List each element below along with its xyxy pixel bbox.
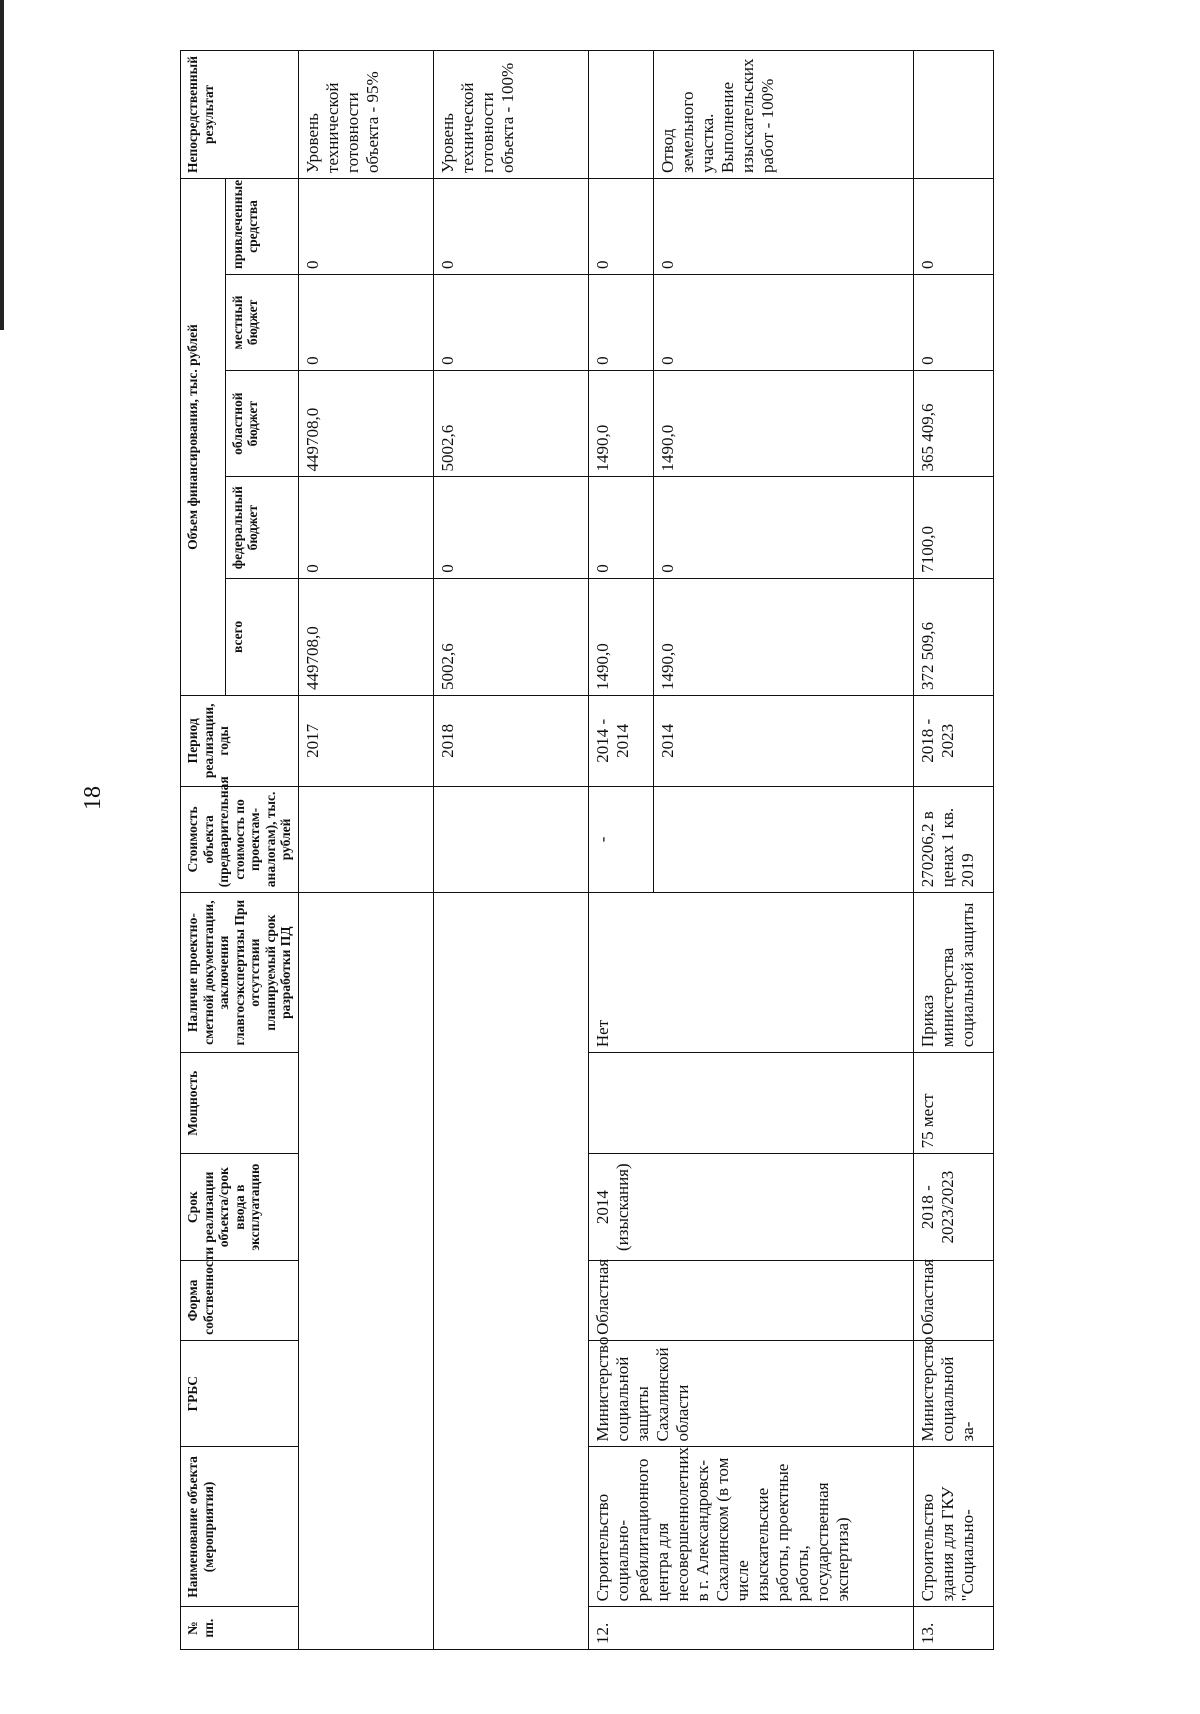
header-capacity: Мощность [181,1053,299,1154]
row-13-capacity: 75 мест [913,1053,993,1154]
row-1-blank [298,893,433,1650]
table-row [433,51,588,1650]
row-1-result: Уровень технической готовности объекта - 95% [298,51,433,179]
row-2-cost [433,786,588,893]
table-row [298,51,433,1650]
row-12-total: 1490,0 [588,578,653,695]
row-12-ownership: Областная [588,1260,913,1340]
row-12b-attracted: 0 [653,178,913,274]
row-12-grbs: Министерство социальной защиты Сахалинской области [588,1340,913,1447]
row-12-cost: - [588,786,653,893]
row-12b-result: Отвод земельного участка. Выполнение изыскательских работ - 100% [653,51,913,179]
row-13-period: 2018 - 2023 [913,696,993,787]
page-number: 18 [80,786,106,810]
row-13-term: 2018 - 2023/2023 [913,1154,993,1261]
row-12-num: 12. [588,1607,913,1650]
header-name: Наименование объекта (мероприятия) [181,1447,299,1607]
header-cost: Стоимость объекта (предварительная стоимость по проектам-аналогам), тыс. рублей [181,786,299,893]
rotated-page [180,50,1100,1650]
row-12-psd: Нет [588,893,913,1053]
row-13-total: 372 509,6 [913,578,993,695]
table-row [588,51,653,1650]
row-12b-regional: 1490,0 [653,370,913,477]
row-12b-cost [653,786,913,893]
row-1-regional: 449708,0 [298,370,433,477]
row-12-attracted: 0 [588,178,653,274]
header-local: местный бюджет [225,274,298,370]
financing-table [180,50,994,1650]
header-federal: федеральный бюджет [225,477,298,578]
row-2-regional: 5002,6 [433,370,588,477]
header-total: всего [225,578,298,695]
row-13-regional: 365 409,6 [913,370,993,477]
header-psd: Наличие проектно-сметной документации, заключения главгосэкспертизы При отсутствии планируемый срок разработки ПД [181,893,299,1053]
row-12b-local: 0 [653,274,913,370]
row-13-name: Строительство здания для ГКУ "Социально- [913,1447,993,1607]
row-2-attracted: 0 [433,178,588,274]
row-1-local: 0 [298,274,433,370]
table-row [913,51,993,1650]
row-13-federal: 7100,0 [913,477,993,578]
row-13-cost: 270206,2 в ценах 1 кв. 2019 [913,786,993,893]
row-12-name: Строительство социально-реабилитационного центра для несовершеннолетних в г. Александровск-Сахалинском (в том числе изыскательские работы, проектные работы, государственная экспертиза) [588,1447,913,1607]
row-13-num: 13. [913,1607,993,1650]
row-2-period: 2018 [433,696,588,787]
row-12-period: 2014 - 2014 [588,696,653,787]
row-13-result [913,51,993,179]
row-12-capacity [588,1053,913,1154]
row-1-federal: 0 [298,477,433,578]
row-12-result [588,51,653,179]
row-13-ownership: Областная [913,1260,993,1340]
row-2-federal: 0 [433,477,588,578]
header-attracted: привлеченные средства [225,178,298,274]
header-ownership: Форма собственности [181,1260,299,1340]
row-12b-total: 1490,0 [653,578,913,695]
row-2-blank [433,893,588,1650]
row-13-psd: Приказ министерства социальной защиты [913,893,993,1053]
header-row [181,51,226,1650]
row-13-grbs: Министерство социальной за- [913,1340,993,1447]
header-term: Срок реализации объекта/срок ввода в эксплуатацию [181,1154,299,1261]
row-12b-federal: 0 [653,477,913,578]
scan-edge [0,0,4,330]
row-12-term: 2014 (изыскания) [588,1154,913,1261]
header-regional: областной бюджет [225,370,298,477]
row-2-total: 5002,6 [433,578,588,695]
header-period: Период реализации, годы [181,696,299,787]
row-13-local: 0 [913,274,993,370]
row-12-regional: 1490,0 [588,370,653,477]
row-12-federal: 0 [588,477,653,578]
row-2-local: 0 [433,274,588,370]
header-num: № пп. [181,1607,299,1650]
header-grbs: ГРБС [181,1340,299,1447]
row-1-cost [298,786,433,893]
row-12b-period: 2014 [653,696,913,787]
row-1-attracted: 0 [298,178,433,274]
row-12-local: 0 [588,274,653,370]
row-2-result: Уровень технической готовности объекта - 100% [433,51,588,179]
row-13-attracted: 0 [913,178,993,274]
header-result: Непосредственный результат [181,51,299,179]
row-1-total: 449708,0 [298,578,433,695]
row-1-period: 2017 [298,696,433,787]
header-financing: Объем финансирования, тыс. рублей [181,178,226,695]
